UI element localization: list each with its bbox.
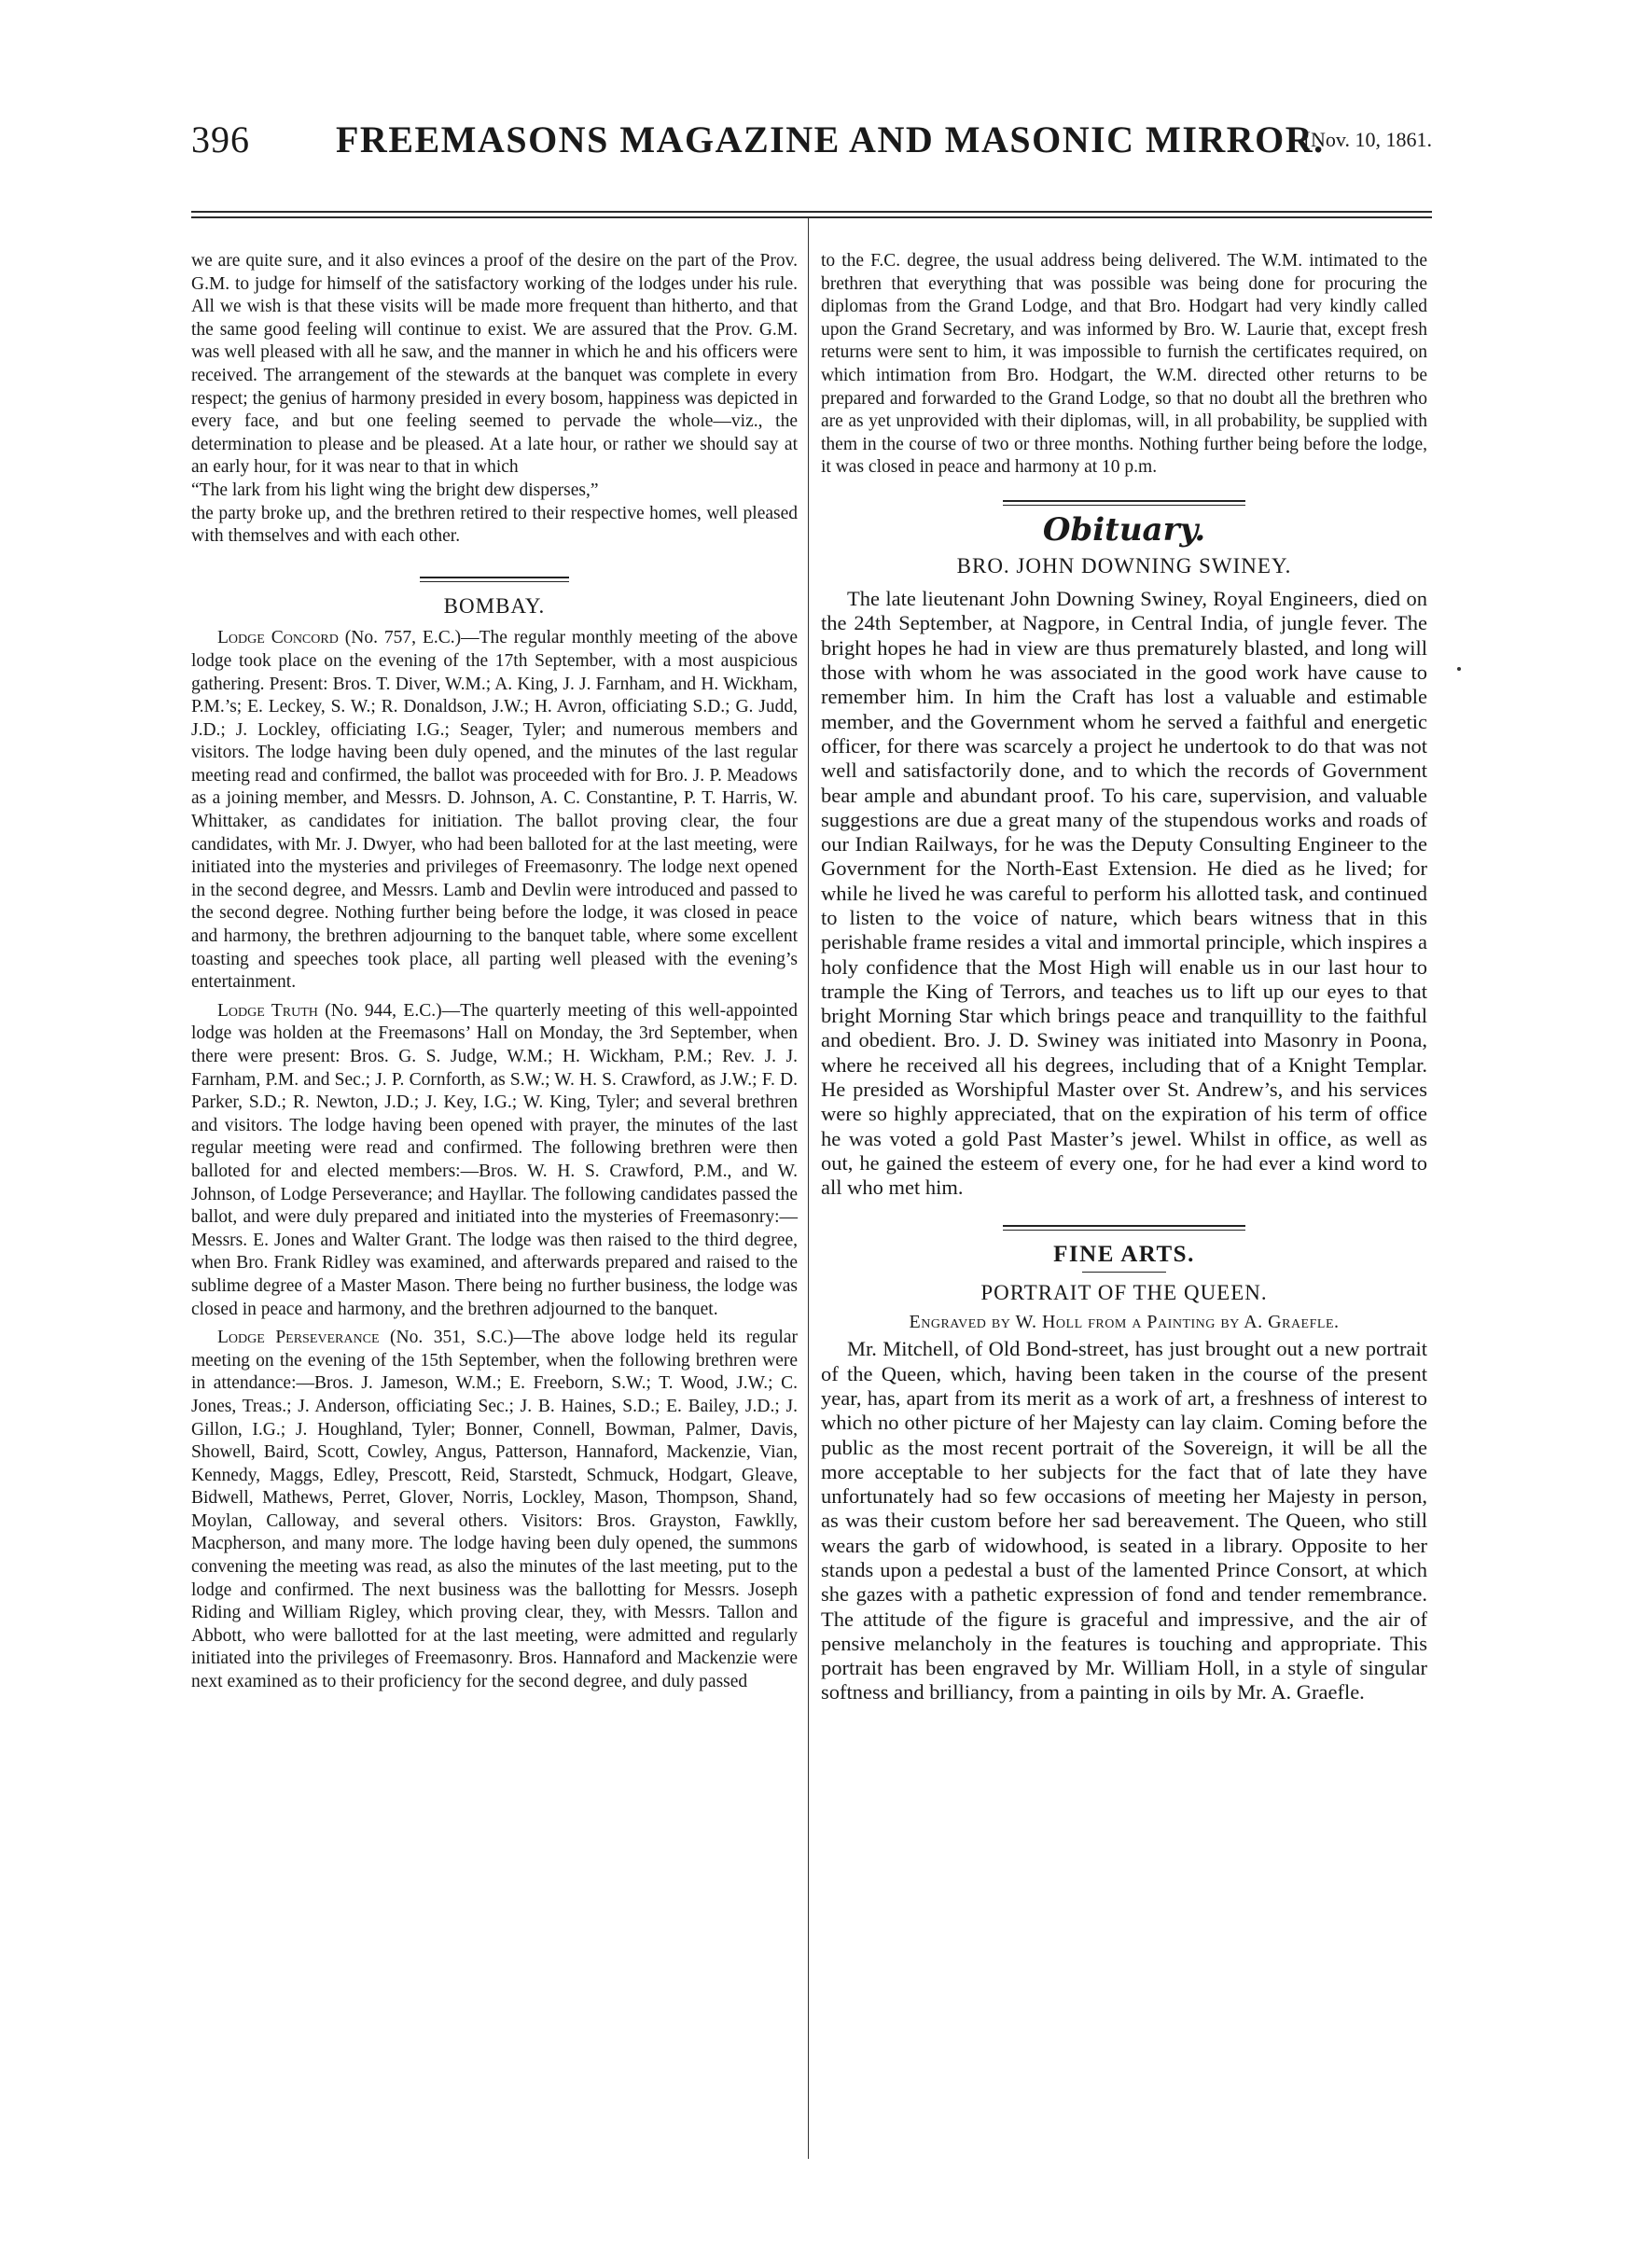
right-column (821, 250, 1427, 1705)
section-separator (1003, 500, 1245, 506)
lodge-name: Lodge Concord (217, 628, 339, 648)
closing-paragraph: the party broke up, and the brethren retired to their respective homes, well pleased with themselves and with each other. (191, 503, 798, 547)
section-separator (420, 577, 569, 582)
report-lodge-concord (191, 627, 798, 995)
obituary-paragraph: The late lieutenant John Downing Swiney, Royal Engineers, died on the 24th September, at Nagpore, in Central India, of jungle fever. The bright hopes he had in view are thus prematurely blasted, and long will those with whom he was associated in the good work have cause to remember him. In him the Craft has lost a valuable and estimable member, and the Government whom he served a faithful and energetic officer, for there was scarcely a project he undertook to do that was not well and satisfactorily done, and to which the records of Government bear ample and abundant proof. To his care, supervision, and valuable suggestions are due a great many of the stupendous works and roads of our Indian Railways, for he was the Deputy Consulting Engineer to the Government for the North-East Extension. He died as he lived; for while he lived he was careful to perform his allotted task, and continued to listen to the voice of nature, which bears witness that in this perishable frame resides a vital and immortal principle, which inspires a holy confidence that the Most High will enable us in our last hour to trample the King of Terrors, and teaches us to lift up our eyes to that bright Morning Star which brings peace and tranquillity to the faithful and obedient. Bro. J. D. Swiney was initiated into Masonry in Poona, where he received all his degrees, including that of a Knight Templar. He presided as Worshipful Master over St. Andrew’s, and his services were so highly appreciated, that on the expiration of his term of office he was voted a gold Past Master’s jewel. Whilst in office, as well as out, he gained the esteem of every one, for he had ever a kind word to all who met him. (821, 587, 1427, 1200)
lodge-name: Lodge Perseverance (217, 1328, 380, 1348)
report-text: (No. 351, S.C.)—The above lodge held its regular meeting on the evening of the 15th September, when the following brethren were in attendance:—Bros. J. Jameson, W.M.; E. Freeborn, S.W.; T. Wood, J.W.; C. Jones, Treas.; J. Anderson, officiating Sec.; J. B. Haines, S.D.; E. Bailey, J.D.; J. Gillon, I.G.; J. Houghland, Tyler; Bonner, Connell, Bowman, Palmer, Davis, Showell, Baird, Scott, Cowley, Angus, Patterson, Hannaford, Mackenzie, Vian, Kennedy, Maggs, Edley, Prescott, Reid, Starstedt, Schmuck, Hodgart, Gleave, Bidwell, Mathews, Perret, Glover, Norris, Lockley, Mason, Thompson, Shand, Moylan, Calloway, and several others. Visitors: Bros. Grayston, Fawklly, Macpherson, and many more. The lodge having been duly opened, the summons convening the meeting was read, as also the minutes of the last meeting, put to the lodge and confirmed. The next business was the ballotting for Messrs. Joseph Riding and William Rigley, which proving clear, they, with Messrs. Tallon and Abbott, who were ballotted for at the last meeting, were admitted and regularly initiated into the privileges of Freemasonry. Bros. Hannaford and Mackenzie were next examined as to their proficiency for the second degree, and duly passed (191, 1328, 798, 1692)
report-lodge-perseverance (191, 1327, 798, 1694)
column-divider (808, 218, 809, 2159)
stray-mark (1457, 667, 1461, 671)
issue-date: [Nov. 10, 1861. (1303, 128, 1432, 151)
header-rule-top (191, 211, 1432, 213)
section-heading-fine-arts: FINE ARTS. (1053, 1241, 1195, 1267)
page-header (191, 114, 1432, 170)
heading-underline (1082, 1272, 1166, 1273)
portrait-body (821, 1337, 1427, 1704)
continued-paragraph: to the F.C. degree, the usual address being delivered. The W.M. intimated to the brethren that everything that was possible was being done for procuring the diplomas from the Grand Lodge, and that Bro. Hodgart had very kindly called upon the Grand Secretary, and was informed by Bro. W. Laurie that, except fresh returns were sent to him, it was impossible to furnish the certificates required, on which intimation from Bro. Hodgart, the W.M. directed other returns to be prepared and forwarded to the Grand Lodge, so that no doubt all the brethren who are as yet unprovided with their diplomas, will, in all probability, be supplied with them in the course of two or three months. Nothing further being before the lodge, it was closed in peace and harmony at 10 p.m. (821, 251, 1427, 478)
left-column (191, 250, 798, 1694)
portrait-heading: PORTRAIT OF THE QUEEN. (980, 1281, 1268, 1305)
report-lodge-truth (191, 1000, 798, 1321)
obituary-body (821, 587, 1427, 1200)
page-number: 396 (191, 118, 250, 160)
portrait-paragraph: Mr. Mitchell, of Old Bond-street, has just brought out a new portrait of the Queen, which, having been taken in the course of the present year, has, apart from its merit as a work of art, a freshness of interest to which no other picture of her Majesty can lay claim. Coming before the public as the most recent portrait of the Sovereign, it will be all the more acceptable to her subjects for the fact that of late they have unfortunately had so few occasions of meeting her Majesty in person, as was their custom before her sad bereavement. The Queen, who still wears the garb of widowhood, is seated in a library. Opposite to her stands upon a pedestal a bust of the lamented Prince Consort, at which she gazes with a pathetic expression of fond and tender remembrance. The attitude of the figure is graceful and impressive, and the air of pensive melancholy in the features is touching and appropriate. This portrait has been engraved by Mr. William Holl, in a style of singular softness and brilliancy, from a painting in oils by Mr. A. Graefle. (821, 1337, 1427, 1704)
obituary-subject-heading: BRO. JOHN DOWNING SWINEY. (956, 553, 1292, 577)
masthead-title: FREEMASONS MAGAZINE AND MASONIC MIRROR. (336, 118, 1325, 160)
engraving-credit: Engraved by W. Holl from a Painting by A. Graefle. (909, 1311, 1340, 1332)
continued-paragraph: we are quite sure, and it also evinces a proof of the desire on the part of the Prov. G.M. to judge for himself of the satisfactory working of the lodges under his rule. All we wish is that these visits will be made more frequent than hitherto, and that the same good feeling will continue to exist. We are assured that the Prov. G.M. was well pleased with all he saw, and the manner in which he and his officers were received. The arrangement of the stewards at the banquet was complete in every respect; the genius of harmony presided in every bosom, happiness was depicted in every face, and but one feeling seemed to pervade the whole—viz., the determination to please and be pleased. At a late hour, or rather we should say at an early hour, for it was near to that in which (191, 251, 798, 478)
section-separator (1003, 1225, 1245, 1231)
section-heading-obituary: Obituary. (1042, 510, 1206, 549)
report-text: (No. 757, E.C.)—The regular monthly meeting of the above lodge took place on the evening of the 17th September, with a most auspicious gathering. Present: Bros. T. Diver, W.M.; A. King, J. J. Farnham, and H. Wickham, P.M.’s; E. Leckey, S. W.; R. Donaldson, J.W.; H. Avron, officiating S.D.; G. Judd, J.D.; J. Lockley, officiating I.G.; Seager, Tyler; and numerous members and visitors. The lodge having been duly opened, and the minutes of the last regular meeting read and confirmed, the ballot was proceeded with for Bro. J. P. Meadows as a joining member, and Messrs. D. Johnson, A. C. Constantine, P. T. Harris, W. Whittaker, as candidates for initiation. The ballot proving clear, the four candidates, with Mr. J. Dwyer, who had been balloted for at the last meeting, were initiated into the mysteries and privileges of Freemasonry. The lodge next opened in the second degree, and Messrs. Lamb and Devlin were introduced and passed to the second degree. Nothing further being before the lodge, it was closed in peace and harmony, the brethren adjourning to the banquet table, where some excellent toasting and speeches took place, all parting well pleased with the evening’s entertainment. (191, 628, 799, 993)
lodge-name: Lodge Truth (217, 1000, 318, 1021)
header-rule-bottom (191, 216, 1432, 218)
section-heading-bombay: BOMBAY. (443, 593, 546, 618)
report-text: (No. 944, E.C.)—The quarterly meeting of this well-appointed lodge was holden at the Freemasons’ Hall on Monday, the 3rd September, when there were present: Bros. G. S. Judge, W.M.; H. Wickham, P.M.; Rev. J. J. Farnham, P.M. and Sec.; J. P. Cornforth, as S.W.; W. H. S. Crawford, as J.W.; F. D. Parker, S.D.; R. Newton, J.D.; J. Key, I.G.; W. King, Tyler; and several brethren and visitors. The lodge having been opened with prayer, the minutes of the last regular meeting were read and confirmed. The following brethren were then balloted for and elected members:—Bros. W. H. S. Crawford, P.M., and W. Johnson, of Lodge Perseverance; and Hayllar. The following candidates passed the ballot, and were duly prepared and initiated into the mysteries of Freemasonry:—Messrs. E. Jones and Walter Grant. The lodge was then raised to the third degree, when Bro. Frank Ridley was examined, and afterwards prepared and raised to the sublime degree of a Master Mason. There being no further business, the lodge was closed in peace and harmony, and the brethren adjourned to the banquet. (191, 1000, 798, 1319)
verse-quote: “The lark from his light wing the bright dew disperses,” (191, 480, 599, 500)
